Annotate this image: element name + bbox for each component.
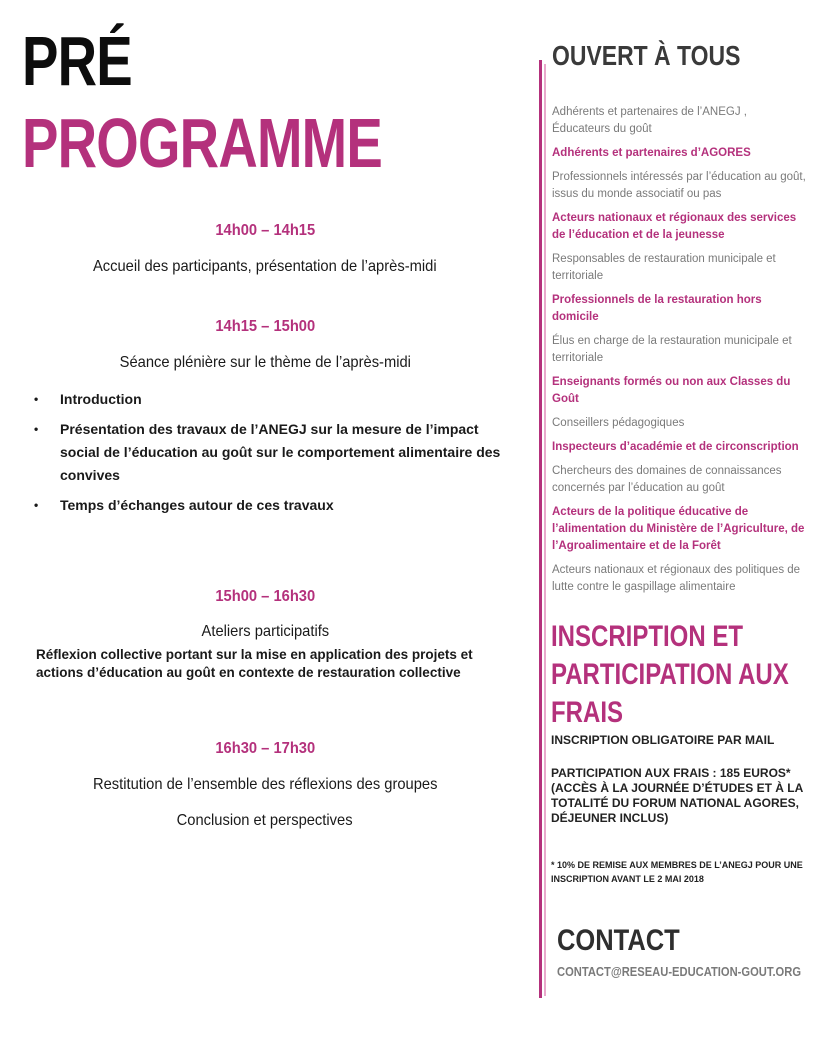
bullet-icon: • <box>34 422 39 436</box>
inscription-heading <box>551 618 813 732</box>
audience-item: Inspecteurs d’académie et de circonscription <box>552 441 799 453</box>
audience-item: Professionnels intéressés par l’éducation au goût, issus du monde associatif ou pas <box>552 171 806 200</box>
audience-item: Acteurs de la politique éducative de l’alimentation du Ministère de l’Agriculture, de l’Agroalimentaire et de la Forêt <box>552 506 805 552</box>
slot2-bullet-list <box>32 388 502 524</box>
slot3-title: Ateliers participatifs <box>201 623 329 640</box>
audience-item: Responsables de restauration municipale et territoriale <box>552 253 776 282</box>
slot2-time: 14h15 – 15h00 <box>215 318 315 335</box>
slot4-title: Restitution de l’ensemble des réflexions des groupes <box>92 776 438 793</box>
title-line-programme: PROGRAMME <box>22 104 383 182</box>
slot4-subtitle: Conclusion et perspectives <box>177 812 353 829</box>
audience-heading: OUVERT À TOUS <box>552 40 741 71</box>
bullet-item: • Temps d’échanges autour de ces travaux <box>32 494 502 517</box>
bullet-item: • Introduction <box>32 388 502 411</box>
audience-item: Chercheurs des domaines de connaissances concernés par l’éducation au goût <box>552 465 782 494</box>
audience-item: Élus en charge de la restauration municipale et territoriale <box>552 335 792 364</box>
slot3-time: 15h00 – 16h30 <box>215 588 315 605</box>
bullet-icon: • <box>34 392 39 406</box>
slot1-time: 14h00 – 14h15 <box>215 222 315 239</box>
audience-item: Enseignants formés ou non aux Classes du Goût <box>552 376 791 405</box>
audience-list <box>552 104 808 603</box>
inscription-heading-line: INSCRIPTION ET <box>551 620 744 653</box>
inscription-discount-note: * 10% DE REMISE AUX MEMBRES DE L’ANEGJ POUR UNE INSCRIPTION AVANT LE 2 MAI 2018 <box>551 860 803 884</box>
inscription-heading-line: PARTICIPATION AUX <box>551 658 789 691</box>
slot3-description: Réflexion collective portant sur la mise en application des projets et actions d’éducation au goût en contexte de restauration collective <box>36 647 473 680</box>
audience-item: Adhérents et partenaires d’AGORES <box>552 147 751 159</box>
audience-item: Conseillers pédagogiques <box>552 417 685 429</box>
contact-heading: CONTACT <box>557 924 680 957</box>
audience-item: Professionnels de la restauration hors domicile <box>552 294 762 323</box>
contact-email[interactable]: CONTACT@RESEAU-EDUCATION-GOUT.ORG <box>557 964 802 979</box>
slot2-title: Séance plénière sur le thème de l’après-midi <box>119 354 411 371</box>
title-line-pre: PRÉ <box>22 22 132 100</box>
bullet-icon: • <box>34 498 39 512</box>
slot1-title: Accueil des participants, présentation de l’après-midi <box>93 258 437 275</box>
inscription-fee: PARTICIPATION AUX FRAIS : 185 EUROS* (ACCÈS À LA JOURNÉE D’ÉTUDES ET À LA TOTALITÉ DU FORUM NATIONAL AGORES, DÉJEUNER INCLUS) <box>551 766 803 825</box>
inscription-mandatory: INSCRIPTION OBLIGATOIRE PAR MAIL <box>551 733 775 747</box>
inscription-heading-line: FRAIS <box>551 696 623 729</box>
sidebar-divider-accent <box>544 64 546 996</box>
slot4-time: 16h30 – 17h30 <box>215 740 315 757</box>
sidebar-divider <box>539 60 542 998</box>
bullet-item: • Présentation des travaux de l’ANEGJ sur la mesure de l’impact social de l’éducation au goût sur le comportement alimentaire des convives <box>32 418 502 487</box>
audience-item: Acteurs nationaux et régionaux des politiques de lutte contre le gaspillage alimentaire <box>552 564 801 593</box>
audience-item: Adhérents et partenaires de l’ANEGJ , Éducateurs du goût <box>552 106 747 135</box>
audience-item: Acteurs nationaux et régionaux des services de l’éducation et de la jeunesse <box>552 212 797 241</box>
